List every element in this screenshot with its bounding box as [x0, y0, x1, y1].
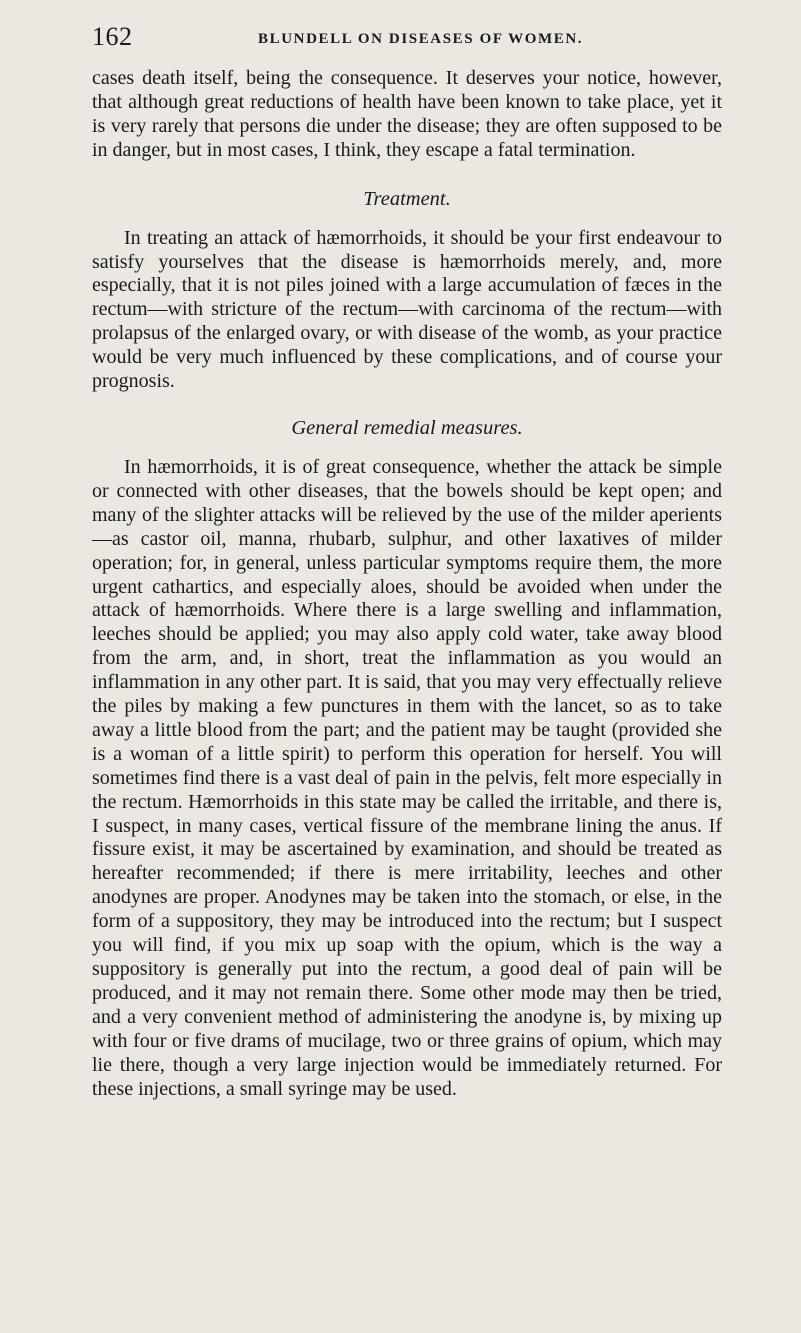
section-heading-treatment: Treatment. — [363, 187, 451, 210]
page-header — [92, 22, 732, 52]
paragraph-treatment: In treating an attack of hæmorrhoids, it should be your first endeavour to satisfy yourselves that the disease is hæmorrhoids merely, and, more especially, that it is not piles joined with a large accumulation of fæces in the rectum—with stricture of the rectum—with carcinoma of the rectum—with prolapsus of the enlarged ovary, or with disease of the womb, as your practice would be very much influenced by these complications, and of course your prognosis. — [92, 226, 722, 393]
paragraph-continuation: cases death itself, being the consequence. It deserves your notice, however, that although great reductions of health have been known to take place, yet it is very rarely that persons die under the disease; they are often supposed to be in danger, but in most cases, I think, they escape a fatal termination. — [92, 67, 722, 161]
page-number: 162 — [92, 22, 133, 51]
running-head: BLUNDELL ON DISEASES OF WOMEN. — [258, 31, 584, 47]
paragraph-general-remedial-measures: In hæmorrhoids, it is of great consequence, whether the attack be simple or connected with other diseases, that the bowels should be kept open; and many of the slighter attacks will be relieved by the use of the milder aperients—as castor oil, manna, rhubarb, sulphur, and other laxatives of milder operation; for, in general, unless particular symptoms require them, the more urgent cathartics, and especially aloes, should be avoided when under the attack of hæmorrhoids. Where there is a large swelling and inflammation, leeches should be applied; you may also apply cold water, take away blood from the arm, and, in short, treat the inflammation as you would an inflammation in any other part. It is said, that you may very effectually relieve the piles by making a few punctures in them with the lancet, so as to take away a little blood from the part; and the patient may be taught (provided she is a woman of a little spirit) to perform this operation for herself. You will sometimes find there is a vast deal of pain in the pelvis, felt more especially in the rectum. Hæmorrhoids in this state may be called the irritable, and there is, I suspect, in many cases, vertical fissure of the membrane lining the anus. If fissure exist, it may be ascertained by examination, and should be treated as hereafter recommended; if there is mere irritability, leeches and other anodynes are proper. Anodynes may be taken into the stomach, or else, in the form of a suppository, they may be introduced into the rectum; but I suspect you will find, if you mix up soap with the opium, which is the way a suppository is generally put into the rectum, a good deal of pain will be produced, and it may not remain there. Some other mode may then be tried, and a very convenient method of administering the anodyne is, by mixing up with four or five drams of mucilage, two or three grains of opium, which may lie there, though a very large injection would be immediately returned. For these injections, a small syringe may be used. — [92, 455, 722, 1100]
section-heading-general-remedial-measures: General remedial measures. — [291, 416, 523, 439]
page-body — [92, 67, 722, 1101]
